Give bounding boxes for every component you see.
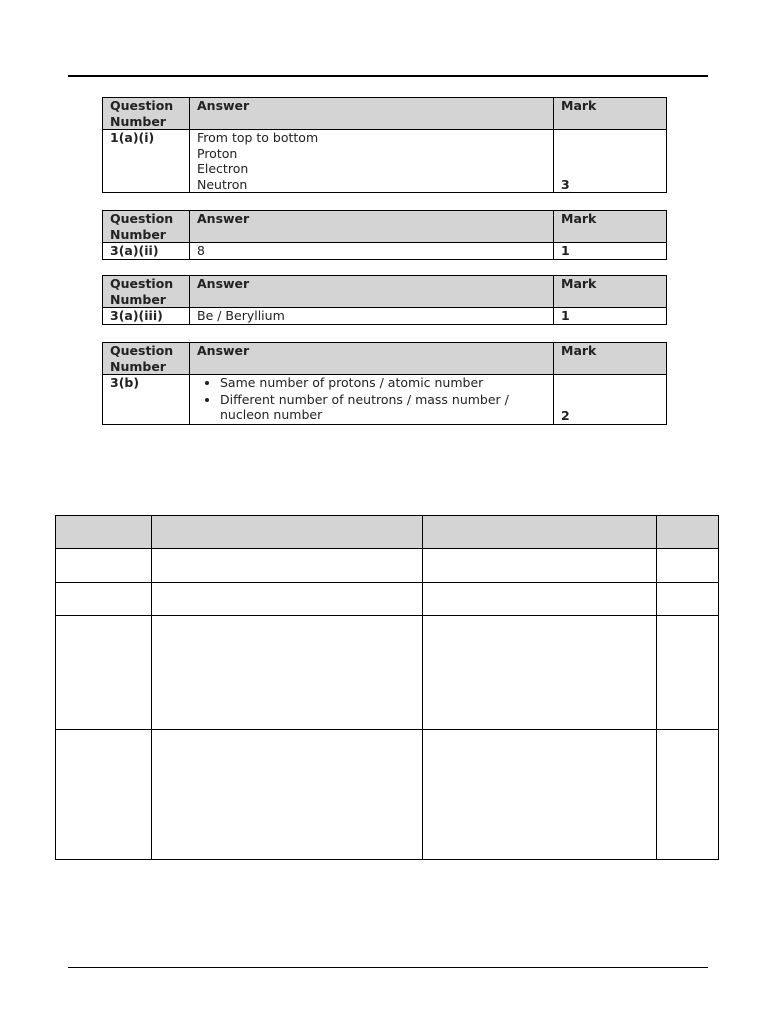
empty-cell — [657, 583, 719, 616]
table-header-row — [103, 211, 667, 243]
question-number-header: Question Number — [103, 343, 190, 375]
question-number-header: Question Number — [103, 211, 190, 243]
answer-header: Answer — [190, 98, 554, 130]
table-row — [103, 243, 667, 260]
answer-cell — [190, 375, 554, 425]
empty-cell — [657, 549, 719, 583]
empty-table-row — [56, 616, 719, 730]
empty-cell — [152, 516, 423, 549]
mark-value: 1 — [554, 308, 667, 325]
empty-cell — [152, 616, 423, 730]
question-number: 3(b) — [103, 375, 190, 425]
answer-cell: 8 — [190, 243, 554, 260]
answer-line: Electron — [197, 161, 249, 176]
question-number-header: Question Number — [103, 276, 190, 308]
answer-line: Proton — [197, 145, 238, 161]
empty-cell — [423, 549, 657, 583]
empty-cell — [423, 516, 657, 549]
empty-cell — [657, 616, 719, 730]
mark-scheme-table-1 — [102, 97, 667, 193]
empty-table-row — [56, 730, 719, 860]
table-header-row — [103, 276, 667, 308]
top-rule — [68, 75, 708, 77]
answer-cell: Be / Beryllium — [190, 308, 554, 325]
empty-cell — [152, 583, 423, 616]
question-number: 1(a)(i) — [103, 130, 190, 193]
question-number-header: Question Number — [103, 98, 190, 130]
table-header-row — [103, 98, 667, 130]
empty-table-header-row — [56, 516, 719, 549]
answer-header: Answer — [190, 343, 554, 375]
answer-header: Answer — [190, 276, 554, 308]
bottom-rule — [68, 967, 708, 968]
answer-line: From top to bottom — [197, 130, 319, 145]
mark-scheme-table-3 — [102, 275, 667, 325]
empty-cell — [56, 730, 152, 860]
answer-bullet: • Same number of protons / atomic number — [220, 375, 546, 391]
empty-cell — [423, 730, 657, 860]
mark-header: Mark — [554, 343, 667, 375]
table-header-row — [103, 343, 667, 375]
empty-cell — [56, 516, 152, 549]
empty-table — [55, 515, 719, 860]
empty-cell — [152, 549, 423, 583]
table-row — [103, 375, 667, 425]
mark-scheme-table-2 — [102, 210, 667, 260]
answer-header: Answer — [190, 211, 554, 243]
question-number: 3(a)(iii) — [103, 308, 190, 325]
mark-header: Mark — [554, 211, 667, 243]
empty-cell — [56, 616, 152, 730]
answer-bullet-list — [197, 375, 546, 423]
empty-table-row — [56, 549, 719, 583]
empty-cell — [657, 730, 719, 860]
mark-header: Mark — [554, 98, 667, 130]
empty-cell — [657, 516, 719, 549]
answer-line: Neutron — [197, 176, 248, 192]
empty-cell — [423, 583, 657, 616]
empty-cell — [152, 730, 423, 860]
question-number: 3(a)(ii) — [103, 243, 190, 260]
mark-value: 2 — [554, 375, 667, 425]
answer-cell — [190, 130, 554, 193]
mark-scheme-table-4 — [102, 342, 667, 425]
table-row — [103, 308, 667, 325]
answer-bullet: • Different number of neutrons / mass number / nucleon number — [220, 392, 546, 423]
empty-cell — [56, 549, 152, 583]
mark-header: Mark — [554, 276, 667, 308]
mark-value: 1 — [554, 243, 667, 260]
empty-table-row — [56, 583, 719, 616]
empty-cell — [423, 616, 657, 730]
mark-value: 3 — [554, 130, 667, 193]
empty-cell — [56, 583, 152, 616]
table-row — [103, 130, 667, 193]
